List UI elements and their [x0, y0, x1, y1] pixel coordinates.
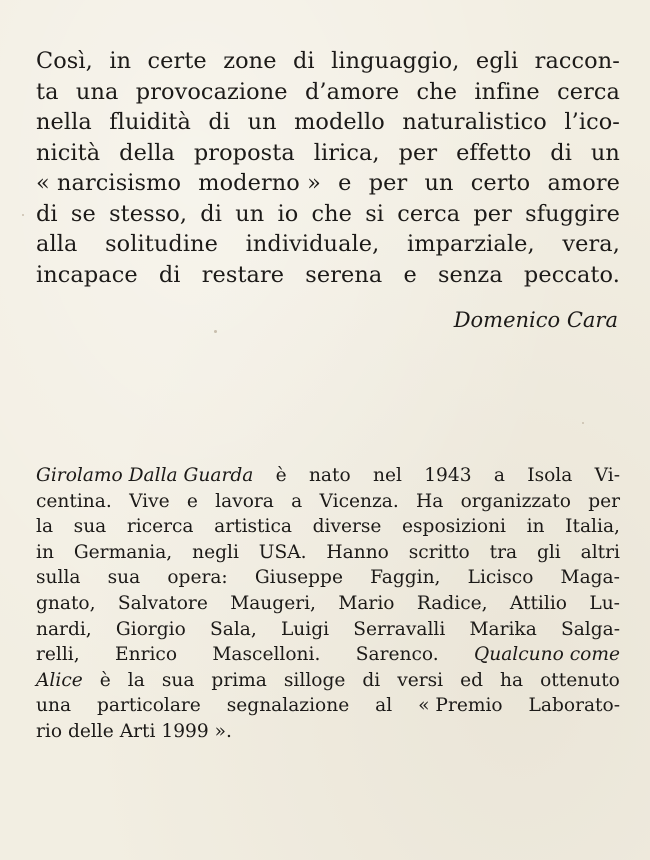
word: ed [460, 669, 484, 691]
word: e [403, 261, 417, 288]
word: Così, [36, 48, 93, 74]
word: in [526, 516, 545, 538]
word: io [277, 200, 299, 227]
word: diverse [312, 516, 382, 538]
word: Radice, [416, 592, 488, 614]
word: gnato, [36, 592, 96, 614]
word: organizzato [460, 490, 571, 512]
word: prima [211, 669, 267, 691]
word: Faggin, [370, 567, 441, 589]
bio-line [36, 489, 620, 515]
critique-line [36, 107, 620, 138]
word: l’ico- [564, 109, 620, 135]
word: Hanno [326, 541, 389, 563]
word: Attilio [509, 592, 567, 614]
word: che [416, 78, 458, 105]
word: Laborato- [528, 695, 620, 717]
word: Arti [119, 720, 156, 742]
word: d’amore [305, 78, 400, 105]
word: sua [107, 567, 141, 589]
word: a [493, 465, 505, 486]
word: della [119, 139, 175, 166]
word: modello [294, 109, 385, 135]
word: e [338, 170, 352, 196]
word: Serravalli [353, 618, 446, 640]
word: infine [474, 78, 540, 105]
word: imparziale, [407, 231, 535, 257]
word: fluidità [109, 109, 191, 135]
word: opera: [167, 567, 228, 589]
word: un [590, 139, 620, 166]
word: Maga- [560, 567, 620, 589]
word: tra [489, 541, 518, 563]
word: lavora [215, 490, 274, 512]
word: al [375, 695, 393, 717]
word: Vive [129, 490, 170, 512]
word: Isola [527, 465, 573, 486]
word: sua [161, 669, 195, 691]
word: scritto [408, 541, 470, 563]
critique-line [36, 229, 620, 260]
critique-line [36, 46, 620, 77]
word: per [473, 200, 512, 227]
word: Qualcuno come [474, 644, 620, 666]
word: peccato. [523, 261, 620, 288]
word: USA. [258, 541, 307, 563]
word: Sarenco. [355, 644, 439, 666]
word: amore [547, 170, 620, 196]
critique-line [36, 260, 620, 291]
word: artistica [214, 516, 292, 538]
word: ricerca [126, 516, 194, 538]
critique-line [36, 168, 620, 199]
word: restare [201, 261, 285, 288]
word: 1943 [424, 465, 472, 486]
word: Luigi [280, 618, 330, 640]
word: che [311, 200, 353, 227]
word: Licisco [467, 567, 534, 589]
word: la [127, 669, 145, 691]
word: silloge [283, 669, 346, 691]
word: di [292, 48, 315, 74]
word: individuale, [245, 231, 380, 257]
word: ha [500, 669, 524, 691]
word: alla [36, 231, 78, 257]
word: Giuseppe [254, 567, 343, 589]
critique-line [36, 138, 620, 169]
word: relli, [36, 644, 80, 666]
word: un [424, 170, 454, 196]
word: una [36, 695, 72, 717]
word: Lu- [589, 592, 620, 614]
word: a [291, 490, 303, 512]
word: per [368, 170, 408, 196]
word: 1999 ». [161, 720, 232, 742]
word: in [109, 48, 132, 74]
word: naturalistico [402, 109, 547, 135]
word: è [275, 465, 287, 486]
word: versi [397, 669, 444, 691]
word: è [99, 669, 111, 691]
word: raccon- [534, 48, 620, 74]
word: sulla [36, 567, 81, 589]
critique-paragraph [36, 46, 620, 290]
word: di [208, 109, 231, 135]
word: Salga- [560, 618, 620, 640]
word: la [36, 516, 54, 538]
word: delle [67, 720, 114, 742]
word: Marika [469, 618, 537, 640]
word: Giorgio [115, 618, 186, 640]
paper-speck [582, 422, 584, 424]
word: nato [308, 465, 351, 486]
author-biography-paragraph [36, 463, 620, 745]
word: ta [36, 78, 59, 105]
critique-line [36, 199, 620, 230]
word: una [75, 78, 119, 105]
word: Italia, [565, 516, 620, 538]
word: zone [223, 48, 277, 74]
bio-line [36, 642, 620, 668]
bio-line [36, 591, 620, 617]
word: negli [192, 541, 239, 563]
word: Sala, [210, 618, 257, 640]
word: e [186, 490, 198, 512]
bio-line [36, 540, 620, 566]
word: « narcisismo [36, 170, 182, 196]
word: sua [73, 516, 107, 538]
word: effetto [456, 139, 532, 166]
word: Vicenza. [319, 490, 399, 512]
word: si [365, 200, 385, 227]
word: proposta [193, 139, 295, 166]
word: centina. [36, 490, 112, 512]
word: cerca [557, 78, 620, 105]
word: Mascelloni. [212, 644, 321, 666]
word: Ha [416, 490, 444, 512]
bio-line [36, 693, 620, 719]
word: per [398, 139, 438, 166]
word: sfuggire [525, 200, 620, 227]
word: altri [580, 541, 620, 563]
word: Mario [338, 592, 395, 614]
word: solitudine [105, 231, 218, 257]
word: provocazione [135, 78, 288, 105]
paper-speck [214, 330, 217, 333]
critique-line [36, 77, 620, 108]
word: nel [372, 465, 402, 486]
word: certo [470, 170, 531, 196]
word: lirica, [313, 139, 380, 166]
signature-domenico-cara: Domenico Cara [453, 308, 618, 332]
word: un [235, 200, 265, 227]
word: di [158, 261, 181, 288]
word: di [362, 669, 381, 691]
word: rio [36, 720, 63, 742]
word: nardi, [36, 618, 92, 640]
word: moderno » [198, 170, 321, 196]
word: nicità [36, 139, 101, 166]
word: cerca [397, 200, 461, 227]
word: di [36, 200, 58, 227]
bio-line [36, 514, 620, 540]
paper-speck [22, 214, 24, 216]
bio-line [36, 617, 620, 643]
word: stesso, [109, 200, 188, 227]
word: egli [475, 48, 519, 74]
word: un [247, 109, 277, 135]
word: « Premio [418, 695, 503, 717]
word: senza [437, 261, 503, 288]
word: per [588, 490, 620, 512]
word: linguaggio, [331, 48, 460, 74]
word: se [70, 200, 96, 227]
word: Germania, [73, 541, 173, 563]
word: Maugeri, [230, 592, 316, 614]
word: in [36, 541, 54, 563]
word: ottenuto [540, 669, 620, 691]
word: Alice [36, 669, 83, 691]
bio-line [36, 668, 620, 694]
word: esposizioni [402, 516, 506, 538]
word: di [200, 200, 222, 227]
word: certe [147, 48, 207, 74]
word: di [550, 139, 572, 166]
word: serena [305, 261, 383, 288]
bio-line [36, 719, 620, 745]
word: particolare [96, 695, 201, 717]
word: Enrico [115, 644, 178, 666]
word: Salvatore [117, 592, 208, 614]
word: Girolamo Dalla Guarda [36, 465, 254, 486]
bio-line [36, 463, 620, 489]
word: nella [36, 109, 92, 135]
bio-line [36, 565, 620, 591]
word: gli [536, 541, 561, 563]
word: Vi- [594, 465, 620, 486]
word: segnalazione [226, 695, 350, 717]
word: incapace [36, 261, 138, 288]
word: vera, [562, 231, 620, 257]
